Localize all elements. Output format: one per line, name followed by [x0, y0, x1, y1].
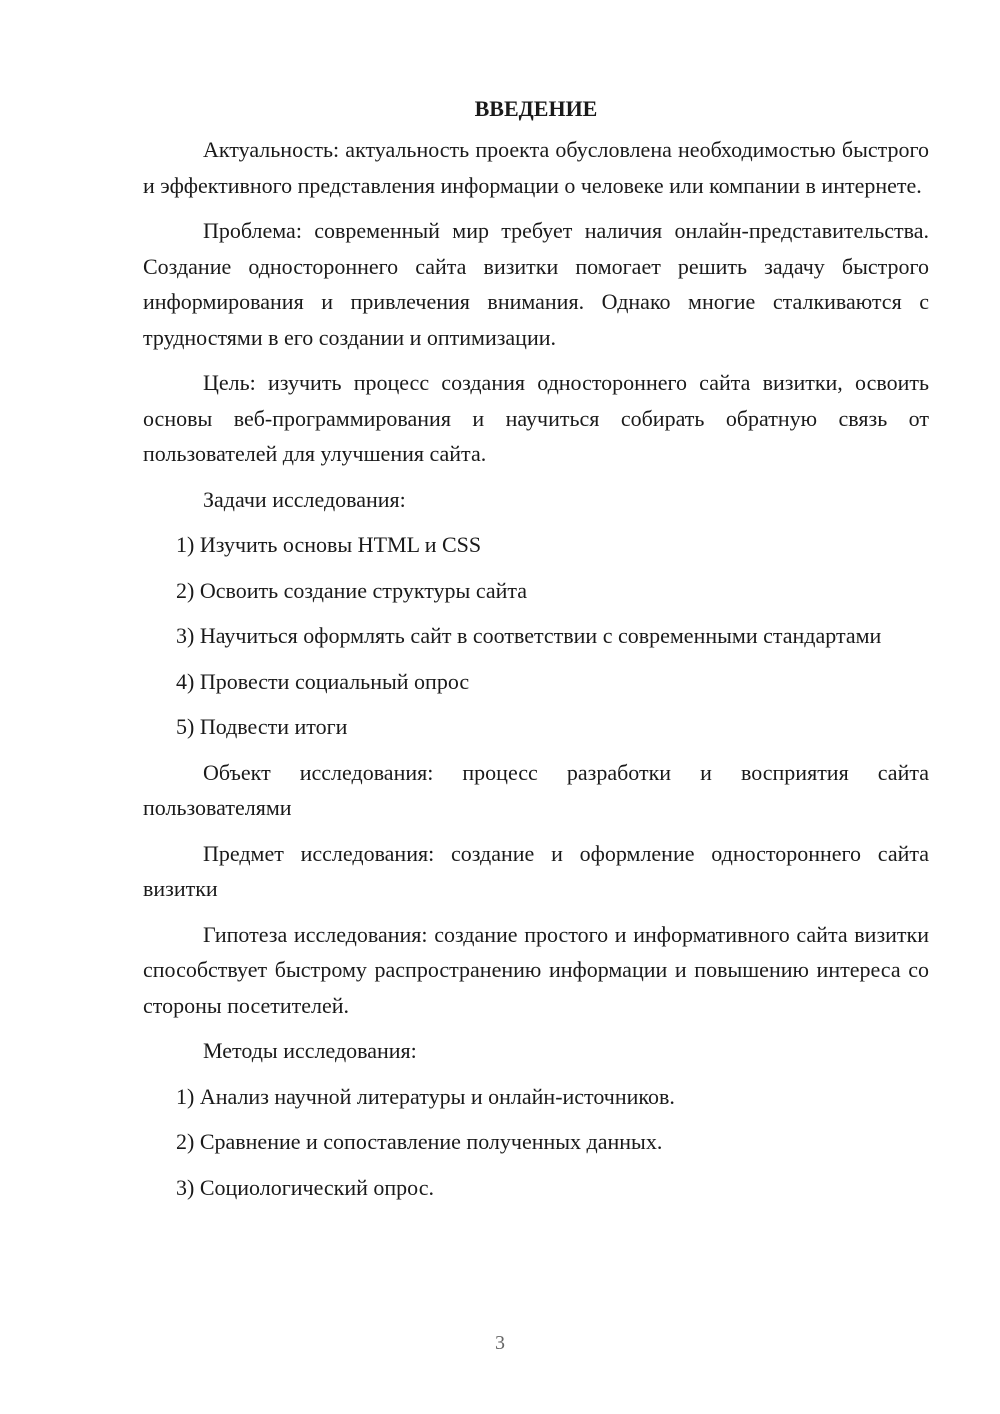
- paragraph-hypothesis: Гипотеза исследования: создание простого и информативного сайта визитки способствует быстрому распространению информации и повышению интереса со стороны посетителей.: [143, 921, 929, 1018]
- page-number: 3: [495, 1332, 505, 1354]
- paragraph-subject: Предмет исследования: создание и оформление одностороннего сайта визитки: [143, 840, 929, 901]
- task-item-1: 1) Изучить основы HTML и CSS: [176, 532, 482, 557]
- section-title: ВВЕДЕНИЕ: [474, 96, 598, 121]
- task-item-2: 2) Освоить создание структуры сайта: [176, 577, 528, 603]
- paragraph-relevance: Актуальность: актуальность проекта обусловлена необходимостью быстрого и эффективного представления информации о человеке или компании в интернете.: [143, 137, 929, 198]
- paragraph-problem: Проблема: современный мир требует наличия онлайн-представительства. Создание одностороннего сайта визитки помогает решить задачу быстрого информирования и привлечения внимания. Однако многие сталкиваются с трудностями в его создании и оптимизации.: [143, 218, 929, 350]
- document-page: [143, 92, 929, 1215]
- paragraph-goal: Цель: изучить процесс создания одностороннего сайта визитки, освоить основы веб-программирования и научиться собирать обратную связь от пользователей для улучшения сайта.: [143, 370, 929, 466]
- method-item-3: 3) Социологический опрос.: [176, 1174, 434, 1200]
- methods-heading: Методы исследования:: [203, 1038, 417, 1063]
- tasks-heading: Задачи исследования:: [203, 486, 406, 512]
- task-item-3: 3) Научиться оформлять сайт в соответствии с современными стандартами: [176, 623, 882, 648]
- task-item-4: 4) Провести социальный опрос: [176, 668, 470, 694]
- task-item-5: 5) Подвести итоги: [176, 714, 348, 739]
- method-item-1: 1) Анализ научной литературы и онлайн-источников.: [176, 1083, 675, 1109]
- paragraph-object: Объект исследования: процесс разработки и восприятия сайта пользователями: [143, 759, 929, 820]
- method-item-2: 2) Сравнение и сопоставление полученных данных.: [176, 1129, 663, 1154]
